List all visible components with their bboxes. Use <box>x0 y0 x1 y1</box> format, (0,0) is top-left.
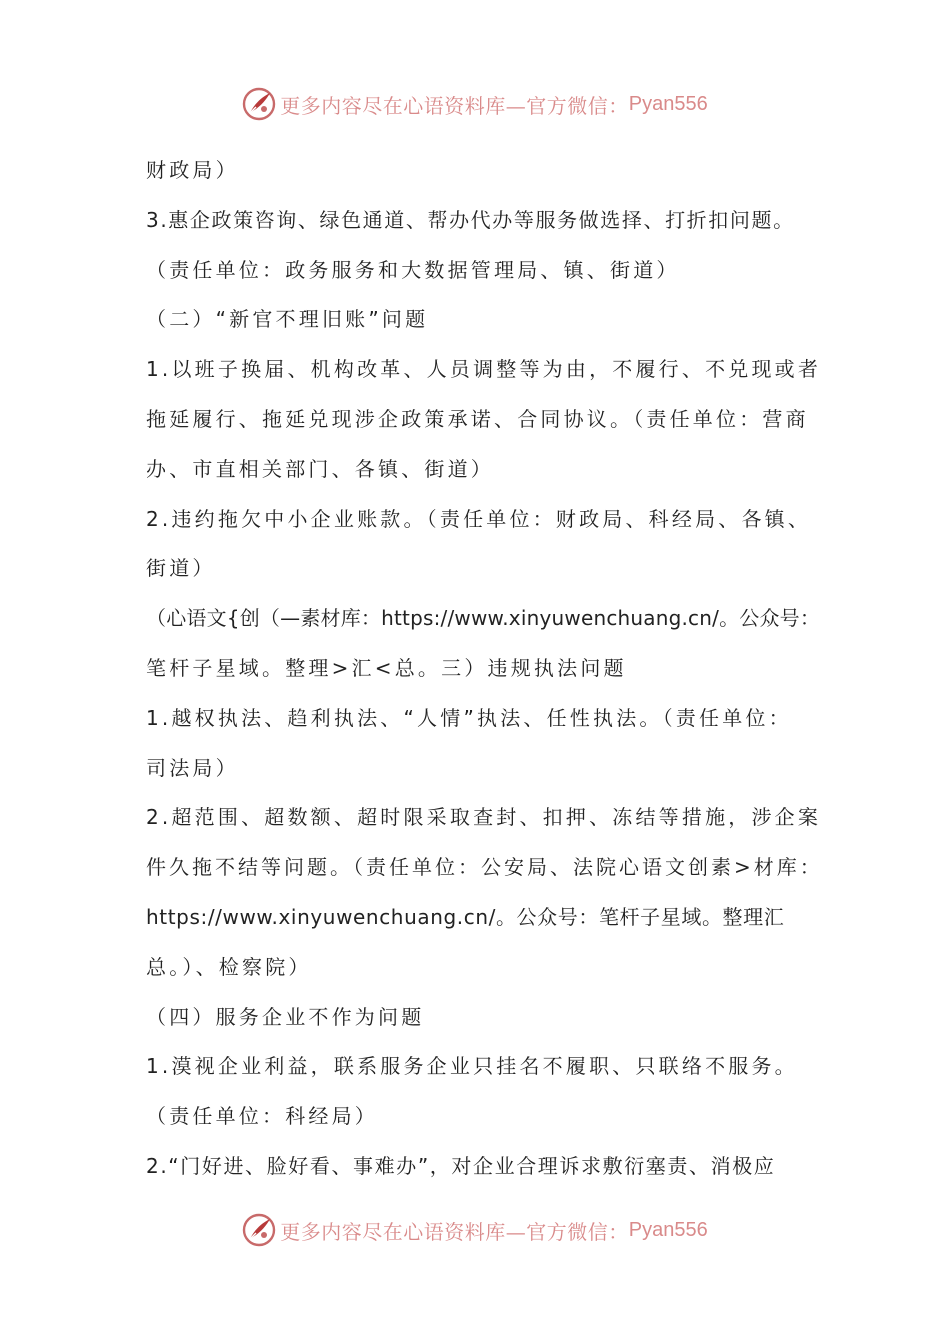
header-banner-id: Pyan556 <box>628 92 708 115</box>
body-line: 财政局） <box>146 158 239 182</box>
header-banner <box>0 82 950 126</box>
body-line: 2.“门好进、脸好看、事难办”，对企业合理诉求敷衍塞责、消极应 <box>146 1153 776 1178</box>
body-line: 办、市直相关部门、各镇、街道） <box>146 456 494 481</box>
body-line: （心语文{创（—素材库：https://www.xinyuwenchuang.cn/。公众号： <box>146 606 821 631</box>
header-banner-text: 更多内容尽在心语资料库—官方微信： <box>280 93 629 118</box>
body-line: 件久拖不结等问题。（责任单位：公安局、法院心语文创素>材库： <box>146 855 823 880</box>
body-line: 总。）、检察院） <box>146 954 312 979</box>
quill-pen-logo-icon <box>242 1213 276 1247</box>
body-line: （责任单位：政务服务和大数据管理局、镇、街道） <box>146 257 680 282</box>
section-heading: （四）服务企业不作为问题 <box>146 1004 425 1029</box>
body-line: https://www.xinyuwenchuang.cn/。公众号：笔杆子星域。整理汇 <box>146 904 785 929</box>
body-line: 1.越权执法、趋利执法、“人情”执法、任性执法。（责任单位： <box>146 705 792 730</box>
body-line: 1.以班子换届、机构改革、人员调整等为由，不履行、不兑现或者 <box>146 357 822 382</box>
body-line: 笔杆子星域。整理>汇<总。三）违规执法问题 <box>146 655 627 680</box>
body-line: 1.漠视企业利益，联系服务企业只挂名不履职、只联络不服务。 <box>146 1054 798 1079</box>
quill-pen-logo-icon <box>242 87 276 121</box>
footer-banner <box>0 1208 950 1252</box>
body-line: 2.超范围、超数额、超时限采取查封、扣押、冻结等措施，涉企案 <box>146 805 822 830</box>
body-line: 2.违约拖欠中小企业账款。（责任单位：财政局、科经局、各镇、 <box>146 506 812 531</box>
footer-banner-text: 更多内容尽在心语资料库—官方微信： <box>280 1219 629 1244</box>
body-line: 拖延履行、拖延兑现涉企政策承诺、合同协议。（责任单位：营商 <box>146 406 809 431</box>
body-line: 街道） <box>146 556 216 581</box>
body-line: 3.惠企政策咨询、绿色通道、帮办代办等服务做选择、打折扣问题。 <box>146 207 795 232</box>
body-line: 司法局） <box>146 755 239 780</box>
body-line: （责任单位：科经局） <box>146 1104 378 1129</box>
section-heading: （二）“新官不理旧账”问题 <box>146 307 429 332</box>
document-body <box>146 146 826 1192</box>
footer-banner-id: Pyan556 <box>628 1218 708 1241</box>
